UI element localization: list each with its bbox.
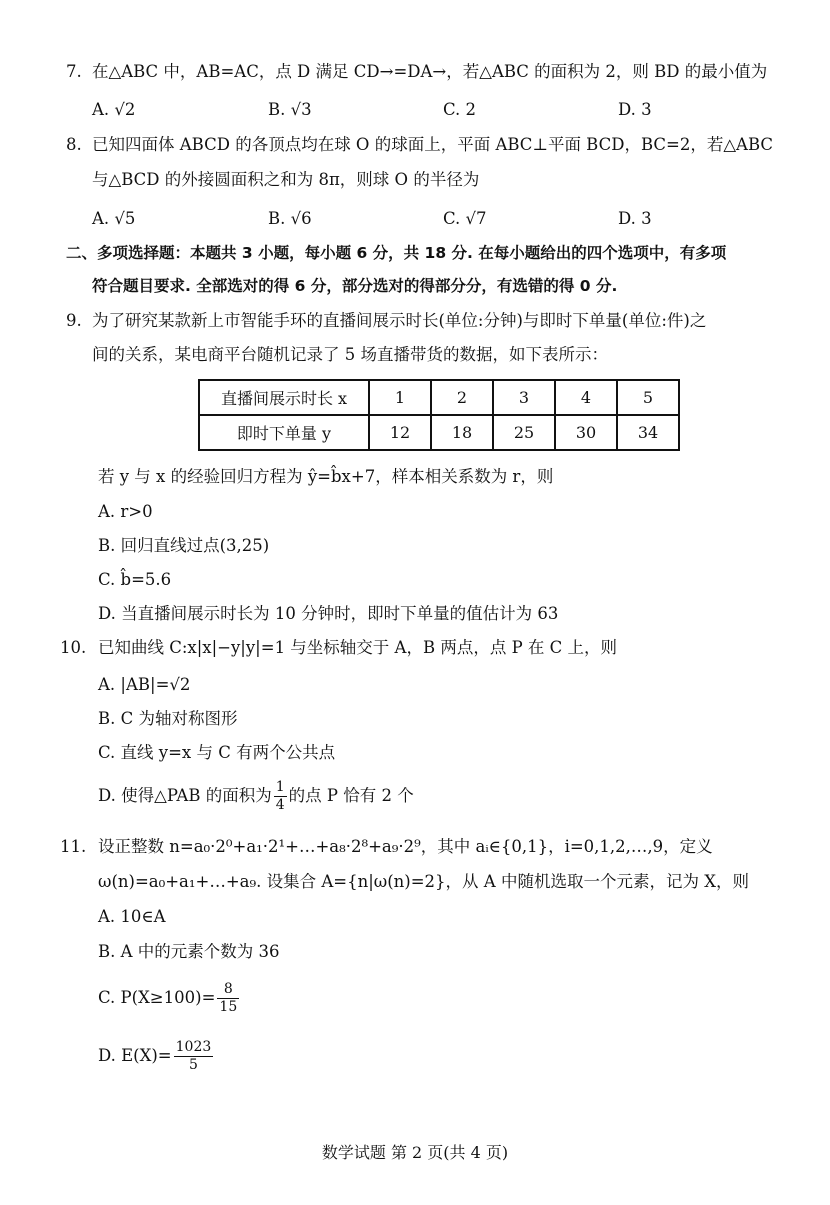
question-9-number: 9. <box>66 311 82 330</box>
question-7-option-d: D. 3 <box>618 100 652 119</box>
question-9-stem-line-1: 为了研究某款新上市智能手环的直播间展示时长(单位:分钟)与即时下单量(单位:件)之 <box>92 311 707 330</box>
fraction-denominator: 15 <box>219 999 238 1015</box>
question-8-number: 8. <box>66 135 82 154</box>
fraction <box>174 1039 214 1074</box>
question-8-option-d: D. 3 <box>618 209 652 228</box>
table-cell: 5 <box>617 380 679 415</box>
fraction-numerator: 8 <box>217 981 239 999</box>
question-11-number: 11. <box>60 837 87 856</box>
table-cell: 4 <box>555 380 617 415</box>
question-11-stem-line-2: ω(n)=a₀+a₁+…+a₉. 设集合 A={n|ω(n)=2}，从 A 中随机选取一个元素，记为 X，则 <box>98 872 749 891</box>
question-7-option-c: C. 2 <box>443 100 477 119</box>
fraction <box>217 981 239 1016</box>
question-11-option-c <box>98 978 241 1018</box>
fraction <box>274 779 287 814</box>
question-11-option-a: A. 10∈A <box>98 907 166 926</box>
table-cell: 3 <box>493 380 555 415</box>
question-7-number: 7. <box>66 62 82 81</box>
question-9-option-a: A. r>0 <box>98 502 153 521</box>
question-8-option-b: B. √6 <box>268 209 312 228</box>
table-header-cell: 直播间展示时长 x <box>199 380 369 415</box>
question-10-option-d <box>98 776 414 816</box>
table-header-cell: 即时下单量 y <box>199 415 369 450</box>
question-7-option-b: B. √3 <box>268 100 312 119</box>
question-8-stem-line-1: 已知四面体 ABCD 的各顶点均在球 O 的球面上，平面 ABC⊥平面 BCD，BC=2，若△ABC <box>92 135 774 154</box>
section-2-instructions-line-1: 二、多项选择题：本题共 3 小题，每小题 6 分，共 18 分. 在每小题给出的四个选项中，有多项 <box>66 244 727 262</box>
fraction-numerator: 1023 <box>175 1039 212 1055</box>
question-11-option-d <box>98 1036 215 1076</box>
table-cell: 30 <box>555 415 617 450</box>
question-11-option-b: B. A 中的元素个数为 36 <box>98 942 280 961</box>
question-9-stem-line-3: 若 y 与 x 的经验回归方程为 ŷ=b̂x+7，样本相关系数为 r，则 <box>98 467 554 486</box>
question-8-option-c: C. √7 <box>443 209 487 228</box>
question-10-option-c: C. 直线 y=x 与 C 有两个公共点 <box>98 743 336 762</box>
option-text: D. E(X)= <box>98 1046 172 1065</box>
question-7-stem: 在△ABC 中，AB=AC，点 D 满足 CD→=DA→，若△ABC 的面积为 2，则 BD 的最小值为 <box>92 62 768 81</box>
question-11-stem-line-1: 设正整数 n=a₀·2⁰+a₁·2¹+…+a₈·2⁸+a₉·2⁹，其中 aᵢ∈{0,1}，i=0,1,2,…,9，定义 <box>98 837 713 856</box>
table-cell: 1 <box>369 380 431 415</box>
question-7-option-a: A. √2 <box>92 100 136 119</box>
question-9-option-d: D. 当直播间展示时长为 10 分钟时，即时下单量的值估计为 63 <box>98 604 559 623</box>
table-cell: 18 <box>431 415 493 450</box>
question-9-option-c: C. b̂=5.6 <box>98 570 172 589</box>
page-footer: 数学试题 第 2 页(共 4 页) <box>321 1143 509 1162</box>
question-9-data-table <box>198 379 680 451</box>
table-cell: 12 <box>369 415 431 450</box>
question-8-option-a: A. √5 <box>92 209 136 228</box>
question-10-option-a: A. |AB|=√2 <box>98 675 191 694</box>
question-10-option-b: B. C 为轴对称图形 <box>98 709 238 728</box>
question-9-stem-line-2: 间的关系，某电商平台随机记录了 5 场直播带货的数据，如下表所示： <box>92 345 608 364</box>
question-10-stem: 已知曲线 C:x|x|−y|y|=1 与坐标轴交于 A，B 两点，点 P 在 C 上，则 <box>98 638 618 657</box>
option-text: 的点 P 恰有 2 个 <box>288 786 414 805</box>
question-8-stem-line-2: 与△BCD 的外接圆面积之和为 8π，则球 O 的半径为 <box>92 170 480 189</box>
table-cell: 25 <box>493 415 555 450</box>
option-text: D. 使得△PAB 的面积为 <box>98 786 272 805</box>
section-2-instructions-line-2: 符合题目要求. 全部选对的得 6 分，部分选对的得部分分，有选错的得 0 分. <box>92 277 618 295</box>
fraction-denominator: 4 <box>275 797 285 813</box>
fraction-numerator: 1 <box>275 779 285 795</box>
table-cell: 34 <box>617 415 679 450</box>
table-row <box>199 380 679 415</box>
table-cell: 2 <box>431 380 493 415</box>
option-text: C. P(X≥100)= <box>98 988 216 1007</box>
table-row <box>199 415 679 450</box>
question-10-number: 10. <box>60 638 87 657</box>
fraction-denominator: 5 <box>188 1057 198 1073</box>
question-9-option-b: B. 回归直线过点(3,25) <box>98 536 270 555</box>
